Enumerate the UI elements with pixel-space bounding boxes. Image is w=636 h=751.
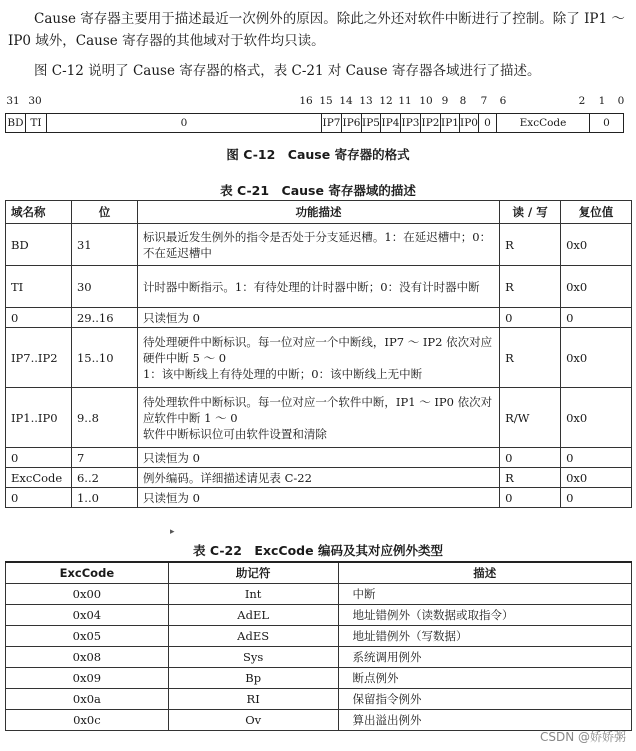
exccode-mnemonic: Bp xyxy=(168,668,338,689)
bit-number: 0 xyxy=(617,95,625,107)
field-name: BD xyxy=(6,224,72,266)
field-desc-line: 软件中断标识位可由软件设置和清除 xyxy=(142,426,327,441)
bit-number: 14 xyxy=(339,95,353,107)
exccode-value: 0x08 xyxy=(6,647,169,668)
field-name: 0 xyxy=(6,308,72,328)
register-field-ip2: IP2 xyxy=(421,114,441,132)
watermark: CSDN @娇娇粥 xyxy=(539,730,626,744)
exccode-mnemonic: Ov xyxy=(168,710,338,731)
table-row xyxy=(6,388,632,448)
field-name: IP1..IP0 xyxy=(6,388,72,448)
exccode-value: 0x04 xyxy=(6,605,169,626)
field-name: 0 xyxy=(6,488,72,508)
bit-number: 8 xyxy=(459,95,467,107)
register-field-exccode: ExcCode xyxy=(497,114,590,132)
field-bits: 29..16 xyxy=(71,308,137,328)
field-rw: 0 xyxy=(500,308,561,328)
field-reset: 0x0 xyxy=(561,328,632,388)
field-desc-line: 待处理软件中断标识。每一位对应一个软件中断，IP1 ～ IP0 依次对应软件中断 1 ～ 0 xyxy=(142,394,493,425)
column-header: 读 / 写 xyxy=(500,201,561,224)
exccode-desc: 算出溢出例外 xyxy=(338,710,631,731)
register-field-ip5: IP5 xyxy=(362,114,381,132)
table-row xyxy=(6,488,632,508)
exccode-value: 0x0a xyxy=(6,689,169,710)
bit-number: 31 xyxy=(6,95,20,107)
table-header-row xyxy=(6,201,632,224)
exccode-desc: 中断 xyxy=(338,584,631,605)
intro-paragraph-2: 图 C-12 说明了 Cause 寄存器的格式，表 C-21 对 Cause 寄存器各域进行了描述。 xyxy=(34,63,541,79)
field-name: TI xyxy=(6,266,72,308)
bit-number: 11 xyxy=(398,95,412,107)
table-row xyxy=(6,584,632,605)
field-desc xyxy=(137,388,499,448)
field-desc: 只读恒为 0 xyxy=(137,308,499,328)
figure-caption: 图 C-12 Cause 寄存器的格式 xyxy=(226,147,410,162)
register-field-bd: BD xyxy=(6,114,26,132)
column-header: 复位值 xyxy=(561,201,632,224)
field-rw: R xyxy=(500,468,561,488)
bit-number: 15 xyxy=(319,95,333,107)
exccode-desc: 地址错例外（读数据或取指令） xyxy=(338,605,631,626)
table-row xyxy=(6,266,632,308)
field-desc: 只读恒为 0 xyxy=(137,448,499,468)
register-field-ip7: IP7 xyxy=(322,114,342,132)
field-reset: 0x0 xyxy=(561,468,632,488)
field-bits: 31 xyxy=(71,224,137,266)
table21-caption: 表 C-21 Cause 寄存器域的描述 xyxy=(220,183,416,198)
column-header: 功能描述 xyxy=(137,201,499,224)
exccode-mnemonic: Sys xyxy=(168,647,338,668)
table-row xyxy=(6,647,632,668)
field-reset: 0x0 xyxy=(561,224,632,266)
table-row xyxy=(6,689,632,710)
field-name: IP7..IP2 xyxy=(6,328,72,388)
field-reset: 0x0 xyxy=(561,266,632,308)
register-field-ip1: IP1 xyxy=(441,114,460,132)
field-desc: 只读恒为 0 xyxy=(137,488,499,508)
field-desc: 例外编码。详细描述请见表 C-22 xyxy=(137,468,499,488)
field-reset: 0 xyxy=(561,448,632,468)
table-row xyxy=(6,710,632,731)
register-field-zero-high: 0 xyxy=(47,114,322,132)
field-reset: 0 xyxy=(561,488,632,508)
bit-number: 7 xyxy=(480,95,488,107)
exccode-desc: 地址错例外（写数据） xyxy=(338,626,631,647)
table-row xyxy=(6,626,632,647)
field-desc xyxy=(137,328,499,388)
exccode-mnemonic: Int xyxy=(168,584,338,605)
field-reset: 0 xyxy=(561,308,632,328)
exccode-desc: 保留指令例外 xyxy=(338,689,631,710)
column-header: ExcCode xyxy=(6,562,169,584)
exccode-value: 0x0c xyxy=(6,710,169,731)
field-rw: R xyxy=(500,266,561,308)
field-rw: 0 xyxy=(500,448,561,468)
bit-number: 16 xyxy=(299,95,313,107)
bit-number: 13 xyxy=(359,95,373,107)
field-rw: R xyxy=(500,328,561,388)
bit-number: 2 xyxy=(578,95,586,107)
table22-caption: 表 C-22 ExcCode 编码及其对应例外类型 xyxy=(193,543,443,558)
bit-number: 1 xyxy=(598,95,606,107)
field-desc-line: 待处理硬件中断标识。每一位对应一个中断线，IP7 ～ IP2 依次对应硬件中断 5 ～ 0 xyxy=(142,334,493,365)
field-name: 0 xyxy=(6,448,72,468)
table-row xyxy=(6,308,632,328)
field-bits: 9..8 xyxy=(71,388,137,448)
field-bits: 6..2 xyxy=(71,468,137,488)
field-rw: R xyxy=(500,224,561,266)
field-desc: 计时器中断指示。1：有待处理的计时器中断；0：没有计时器中断 xyxy=(137,266,499,308)
field-desc: 标识最近发生例外的指令是否处于分支延迟槽。1：在延迟槽中；0：不在延迟槽中 xyxy=(137,224,499,266)
intro-paragraph-1: Cause 寄存器主要用于描述最近一次例外的原因。除此之外还对软件中断进行了控制。除了 IP1 ～ IP0 域外，Cause 寄存器的其他域对于软件均只读。 xyxy=(8,11,625,49)
exccode-mnemonic: RI xyxy=(168,689,338,710)
field-bits: 15..10 xyxy=(71,328,137,388)
exccode-value: 0x00 xyxy=(6,584,169,605)
exccode-mnemonic: AdES xyxy=(168,626,338,647)
column-header: 域名称 xyxy=(6,201,72,224)
field-desc-line: 1：该中断线上有待处理的中断；0：该中断线上无中断 xyxy=(142,366,423,381)
bit-number: 12 xyxy=(379,95,393,107)
exccode-value: 0x05 xyxy=(6,626,169,647)
register-field-ip0: IP0 xyxy=(460,114,479,132)
stray-mark: ▸ xyxy=(170,527,175,537)
field-rw: 0 xyxy=(500,488,561,508)
bit-number: 6 xyxy=(499,95,507,107)
exccode-desc: 系统调用例外 xyxy=(338,647,631,668)
table-row xyxy=(6,468,632,488)
table-header-row xyxy=(6,562,632,584)
bit-number: 10 xyxy=(419,95,433,107)
exccode-table xyxy=(5,561,632,731)
table-row xyxy=(6,328,632,388)
exccode-value: 0x09 xyxy=(6,668,169,689)
field-reset: 0x0 xyxy=(561,388,632,448)
field-rw: R/W xyxy=(500,388,561,448)
field-name: ExcCode xyxy=(6,468,72,488)
register-field-ip3: IP3 xyxy=(401,114,421,132)
register-field-zero-low: 0 xyxy=(603,117,610,129)
column-header: 助记符 xyxy=(168,562,338,584)
bit-number: 9 xyxy=(441,95,449,107)
column-header: 位 xyxy=(71,201,137,224)
table-row xyxy=(6,224,632,266)
register-field-ti: TI xyxy=(26,114,47,132)
table-row xyxy=(6,448,632,468)
register-field-ip4: IP4 xyxy=(381,114,401,132)
field-bits: 1..0 xyxy=(71,488,137,508)
cause-field-table xyxy=(5,200,632,508)
cause-register-diagram xyxy=(5,113,624,133)
field-bits: 30 xyxy=(71,266,137,308)
table-row xyxy=(6,668,632,689)
bit-number-row xyxy=(0,95,636,109)
bit-number: 30 xyxy=(28,95,42,107)
exccode-mnemonic: AdEL xyxy=(168,605,338,626)
field-bits: 7 xyxy=(71,448,137,468)
register-field-zero-7: 0 xyxy=(479,114,497,132)
table-row xyxy=(6,605,632,626)
exccode-desc: 断点例外 xyxy=(338,668,631,689)
register-field-ip6: IP6 xyxy=(342,114,362,132)
column-header: 描述 xyxy=(338,562,631,584)
